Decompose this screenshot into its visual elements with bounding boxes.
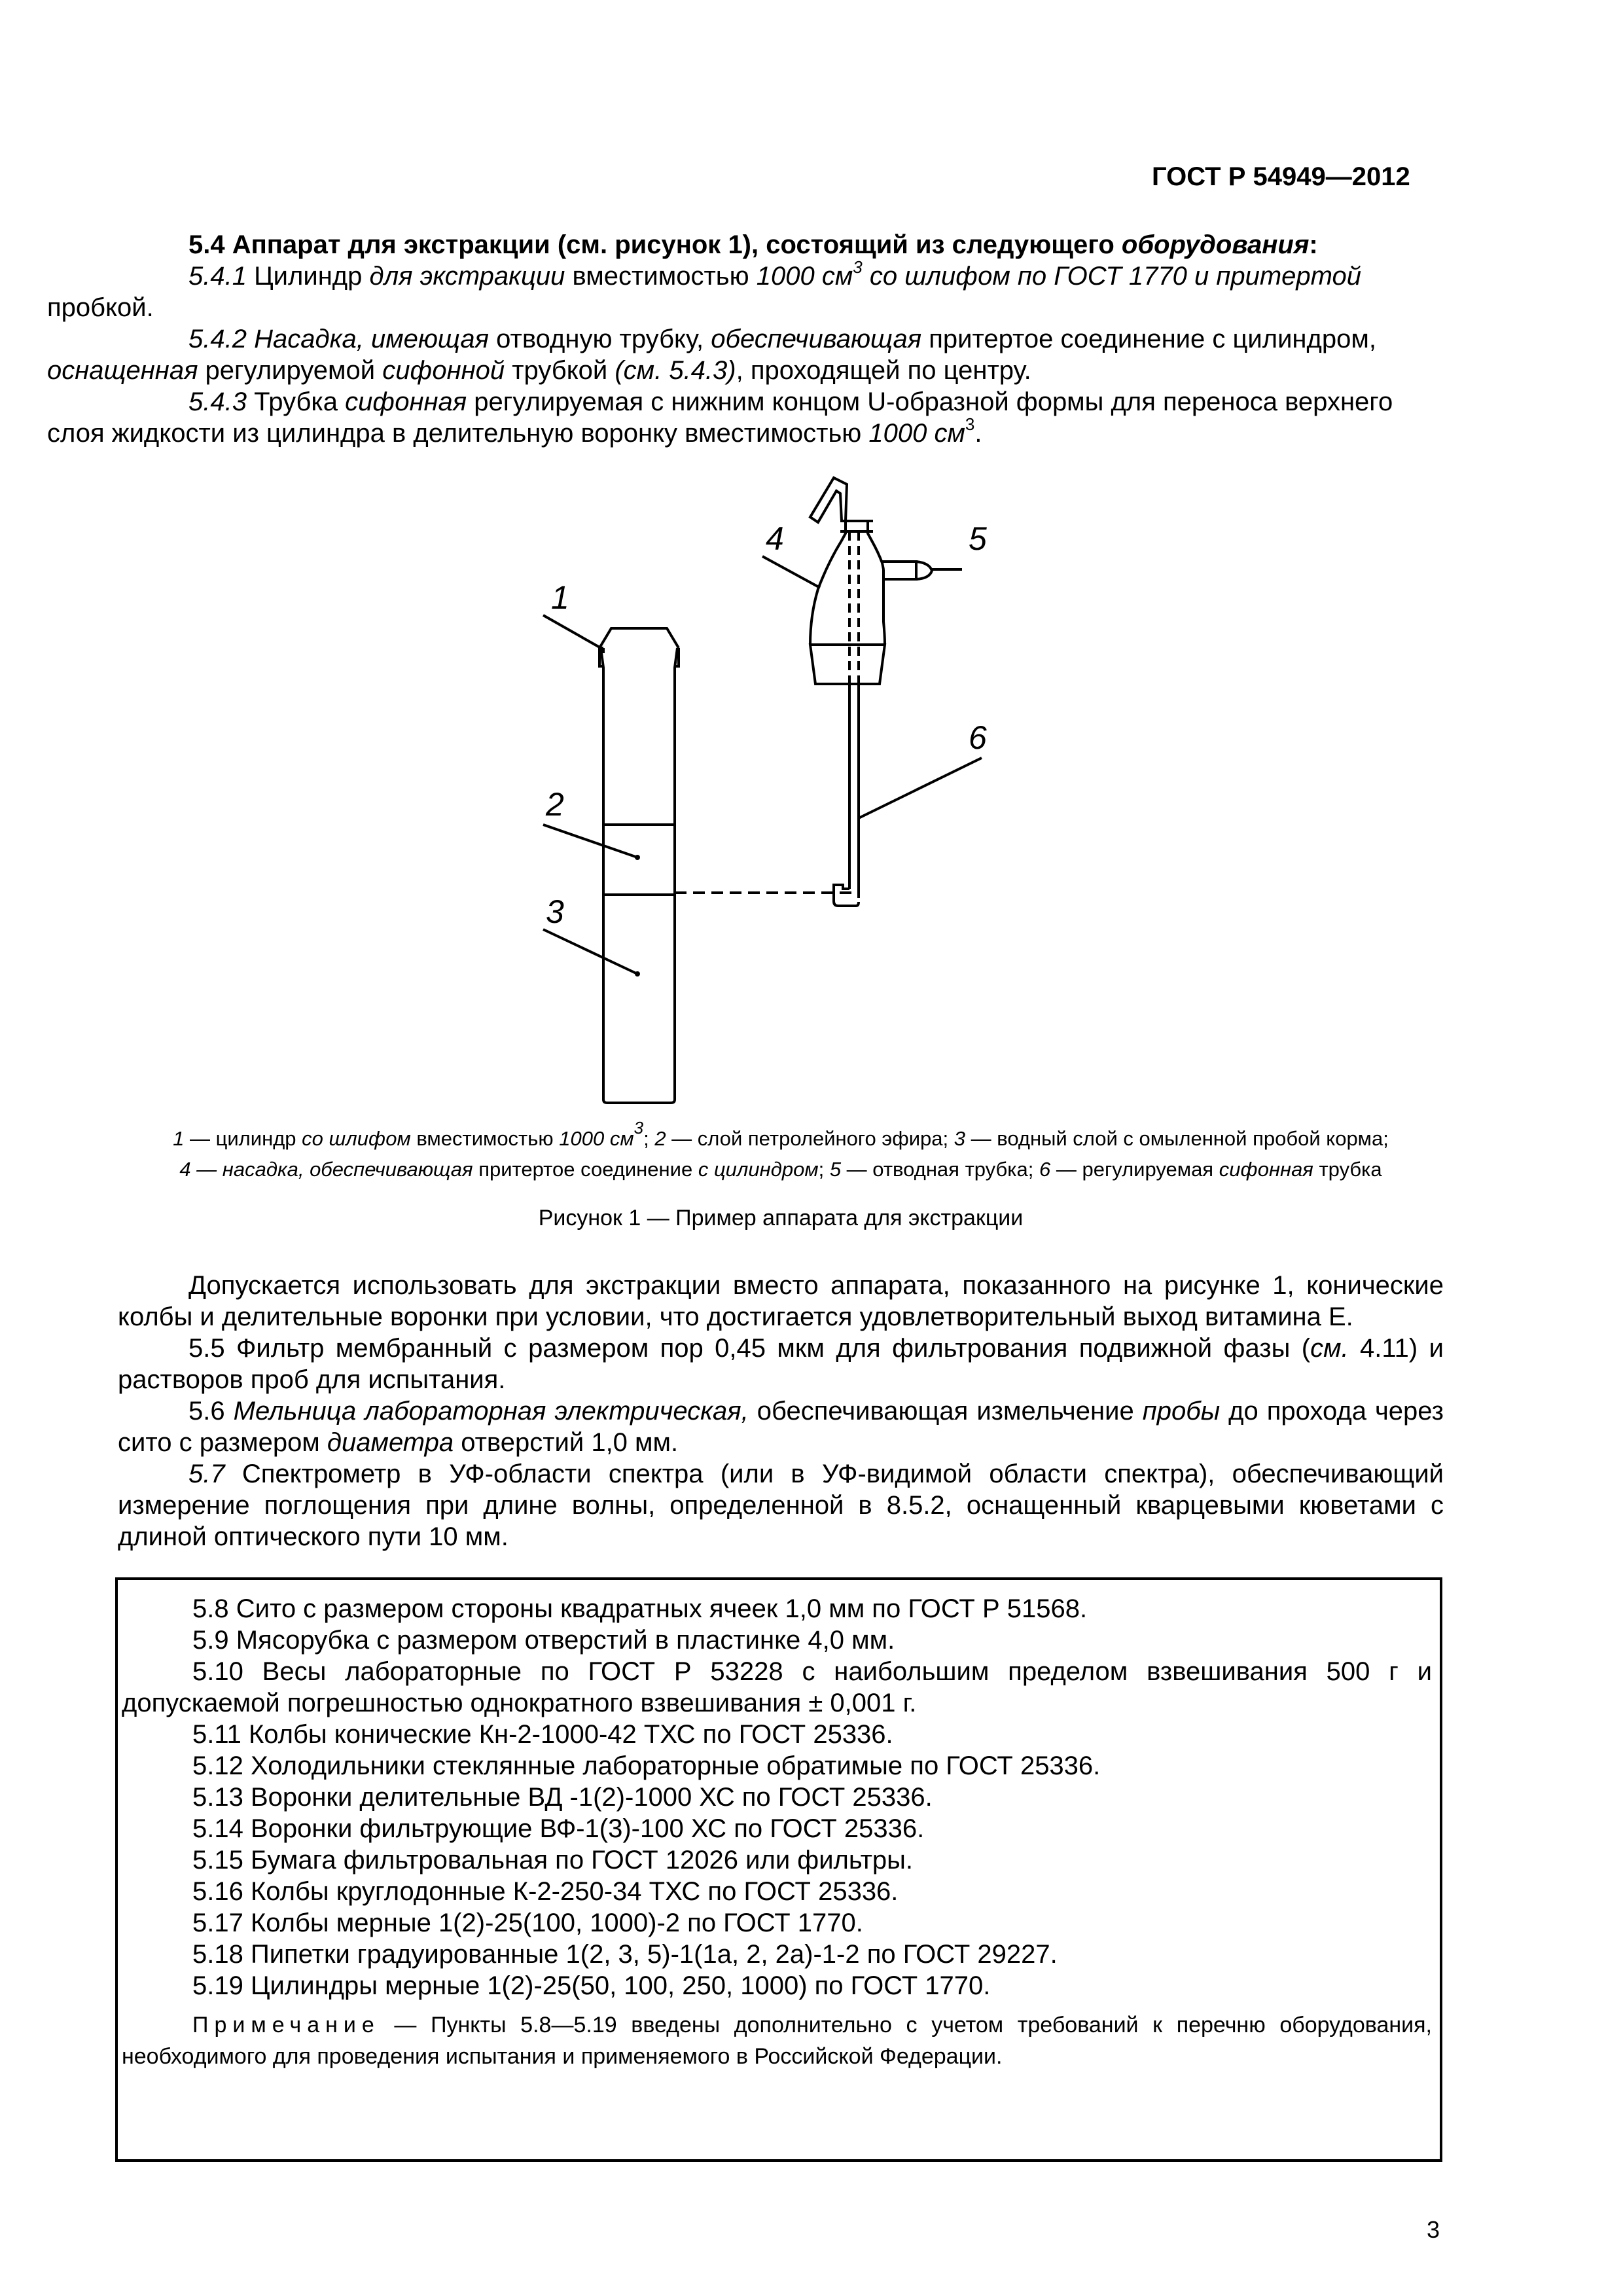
label-5: 5 [969,520,987,557]
legend-line-2: 4 — насадка, обеспечивающая притертое соединение с цилиндром; 5 — отводная трубка; 6 — регулируемая сифонная трубка [179,1158,1382,1181]
cylinder-body [601,648,677,1103]
clause-5-8: 5.8 Сито с размером стороны квадратных ячеек 1,0 мм по ГОСТ Р 51568. [192,1594,1088,1623]
national-addendum-box [115,1577,1442,2162]
clause-5-17: 5.17 Колбы мерные 1(2)-25(100, 1000)-2 по ГОСТ 1770. [192,1909,863,1937]
figure-legend [118,1118,1444,1185]
addendum-content [122,1593,1432,2072]
clause-5-5: 5.5 Фильтр мембранный с размером пор 0,45 мкм для фильтрования подвижной фазы (см. 4.11) и растворов проб для испытания. [118,1334,1444,1394]
label-4: 4 [766,520,784,557]
adapter-left-contour [810,521,846,645]
outlet-tube [881,562,916,579]
leader-3 [543,929,637,974]
leader-4 [762,556,820,588]
leader-6 [859,758,982,818]
addendum-note [122,2009,1432,2072]
clause-5-19: 5.19 Цилиндры мерные 1(2)-25(50, 100, 250, 1000) по ГОСТ 1770. [192,1971,991,2000]
clause-5-12: 5.12 Холодильники стеклянные лабораторные обратимые по ГОСТ 25336. [192,1751,1101,1780]
layer-2-point [635,855,640,860]
clause-5-16: 5.16 Колбы круглодонные К-2-250-34 ТХС по ГОСТ 25336. [192,1877,899,1906]
clause-5-14: 5.14 Воронки фильтрующие ВФ-1(3)-100 ХС по ГОСТ 25336. [192,1814,925,1843]
siphon-u-end [834,885,859,906]
clause-5-10: 5.10 Весы лабораторные по ГОСТ Р 53228 с наибольшим пределом взвешивания 500 г и допускаемой погрешностью однократного взвешивания ± 0,001 г. [122,1657,1432,1717]
note-text: — Пункты 5.8—5.19 введены дополнительно с учетом требований к перечню оборудования, необходимого для проведения испытания и применяемого в Российской Федерации. [122,2013,1432,2069]
clause-5-4-3: 5.4.3 Трубка сифонная регулируемая с нижним концом U-образной формы для переноса верхнего слоя жидкости из цилиндра в делительную воронку вместимостью 1000 $см^3$. [47,387,1393,448]
figure-caption: Рисунок 1 — Пример аппарата для экстракции [538,1206,1024,1230]
clause-5-15: 5.15 Бумага фильтровальная по ГОСТ 12026 или фильтры. [192,1846,914,1874]
section-5-4-lead: 5.4 Аппарат для экстракции (см. рисунок 1), состоящий из следующего оборудования: [188,230,1318,259]
cylinder-ground-joint [599,628,679,648]
label-2: 2 [546,786,564,823]
label-3: 3 [546,893,564,930]
label-1: 1 [551,579,569,616]
section-5-4 [47,229,1444,449]
clause-5-4-1: 5.4.1 Цилиндр для экстракции вместимостью 1000 $см^3$ со шлифом по ГОСТ 1770 и притертой пробкой. [47,257,1362,322]
clauses-5-5-to-5-7 [118,1270,1444,1552]
label-6: 6 [969,719,987,756]
clause-5-6: 5.6 Мельница лабораторная электрическая, обеспечивающая измельчение пробы до прохода через сито с размером диаметра отверстий 1,0 мм. [118,1397,1444,1457]
leader-2 [543,825,637,857]
clause-5-7: 5.7 Спектрометр в УФ-области спектра (или в УФ-видимой области спектра), обеспечивающий измерение поглощения при длине волны, определенной в 8.5.2, оснащенный кварцевыми кюветами с длиной оптического пути 10 мм. [118,1460,1444,1551]
clause-5-13: 5.13 Воронки делительные ВД -1(2)-1000 ХС по ГОСТ 25336. [192,1783,933,1812]
figure-1-extraction-apparatus [118,471,1444,1126]
layer-3-point [635,971,640,977]
note-label: Примечание [192,2013,380,2037]
siphon-top-bend [810,478,847,522]
page-number: 3 [1427,2216,1440,2243]
document-code-header: ГОСТ Р 54949—2012 [1152,162,1410,191]
leader-1 [543,615,601,648]
clause-5-18: 5.18 Пипетки градуированные 1(2, 3, 5)-1(1а, 2, 2а)-1-2 по ГОСТ 29227. [192,1940,1058,1969]
clause-5-11: 5.11 Колбы конические Кн-2-1000-42 ТХС по ГОСТ 25336. [192,1720,893,1749]
clause-5-4-2: 5.4.2 Насадка, имеющая отводную трубку, обеспечивающая притертое соединение с цилиндром, оснащенная регулируемой сифонной трубкой (см. 5.4.3), проходящей по центру. [47,325,1376,385]
adapter-right-body [883,569,885,645]
legend-line-1: 1 — цилиндр со шлифом вместимостью 1000 $см^3$; 2 — слой петролейного эфира; 3 — водный слой с омыленной пробой корма; [173,1118,1389,1150]
adapter-ground-stopper [810,645,885,684]
paragraph-alternative-apparatus: Допускается использовать для экстракции вместо аппарата, показанного на рисунке 1, конические колбы и делительные воронки при условии, что достигается удовлетворительный выход витамина Е. [118,1271,1444,1331]
apparatus-drawing [118,471,1444,1126]
clause-5-9: 5.9 Мясорубка с размером отверстий в пластинке 4,0 мм. [192,1626,895,1655]
outlet-tube-end [916,562,932,579]
